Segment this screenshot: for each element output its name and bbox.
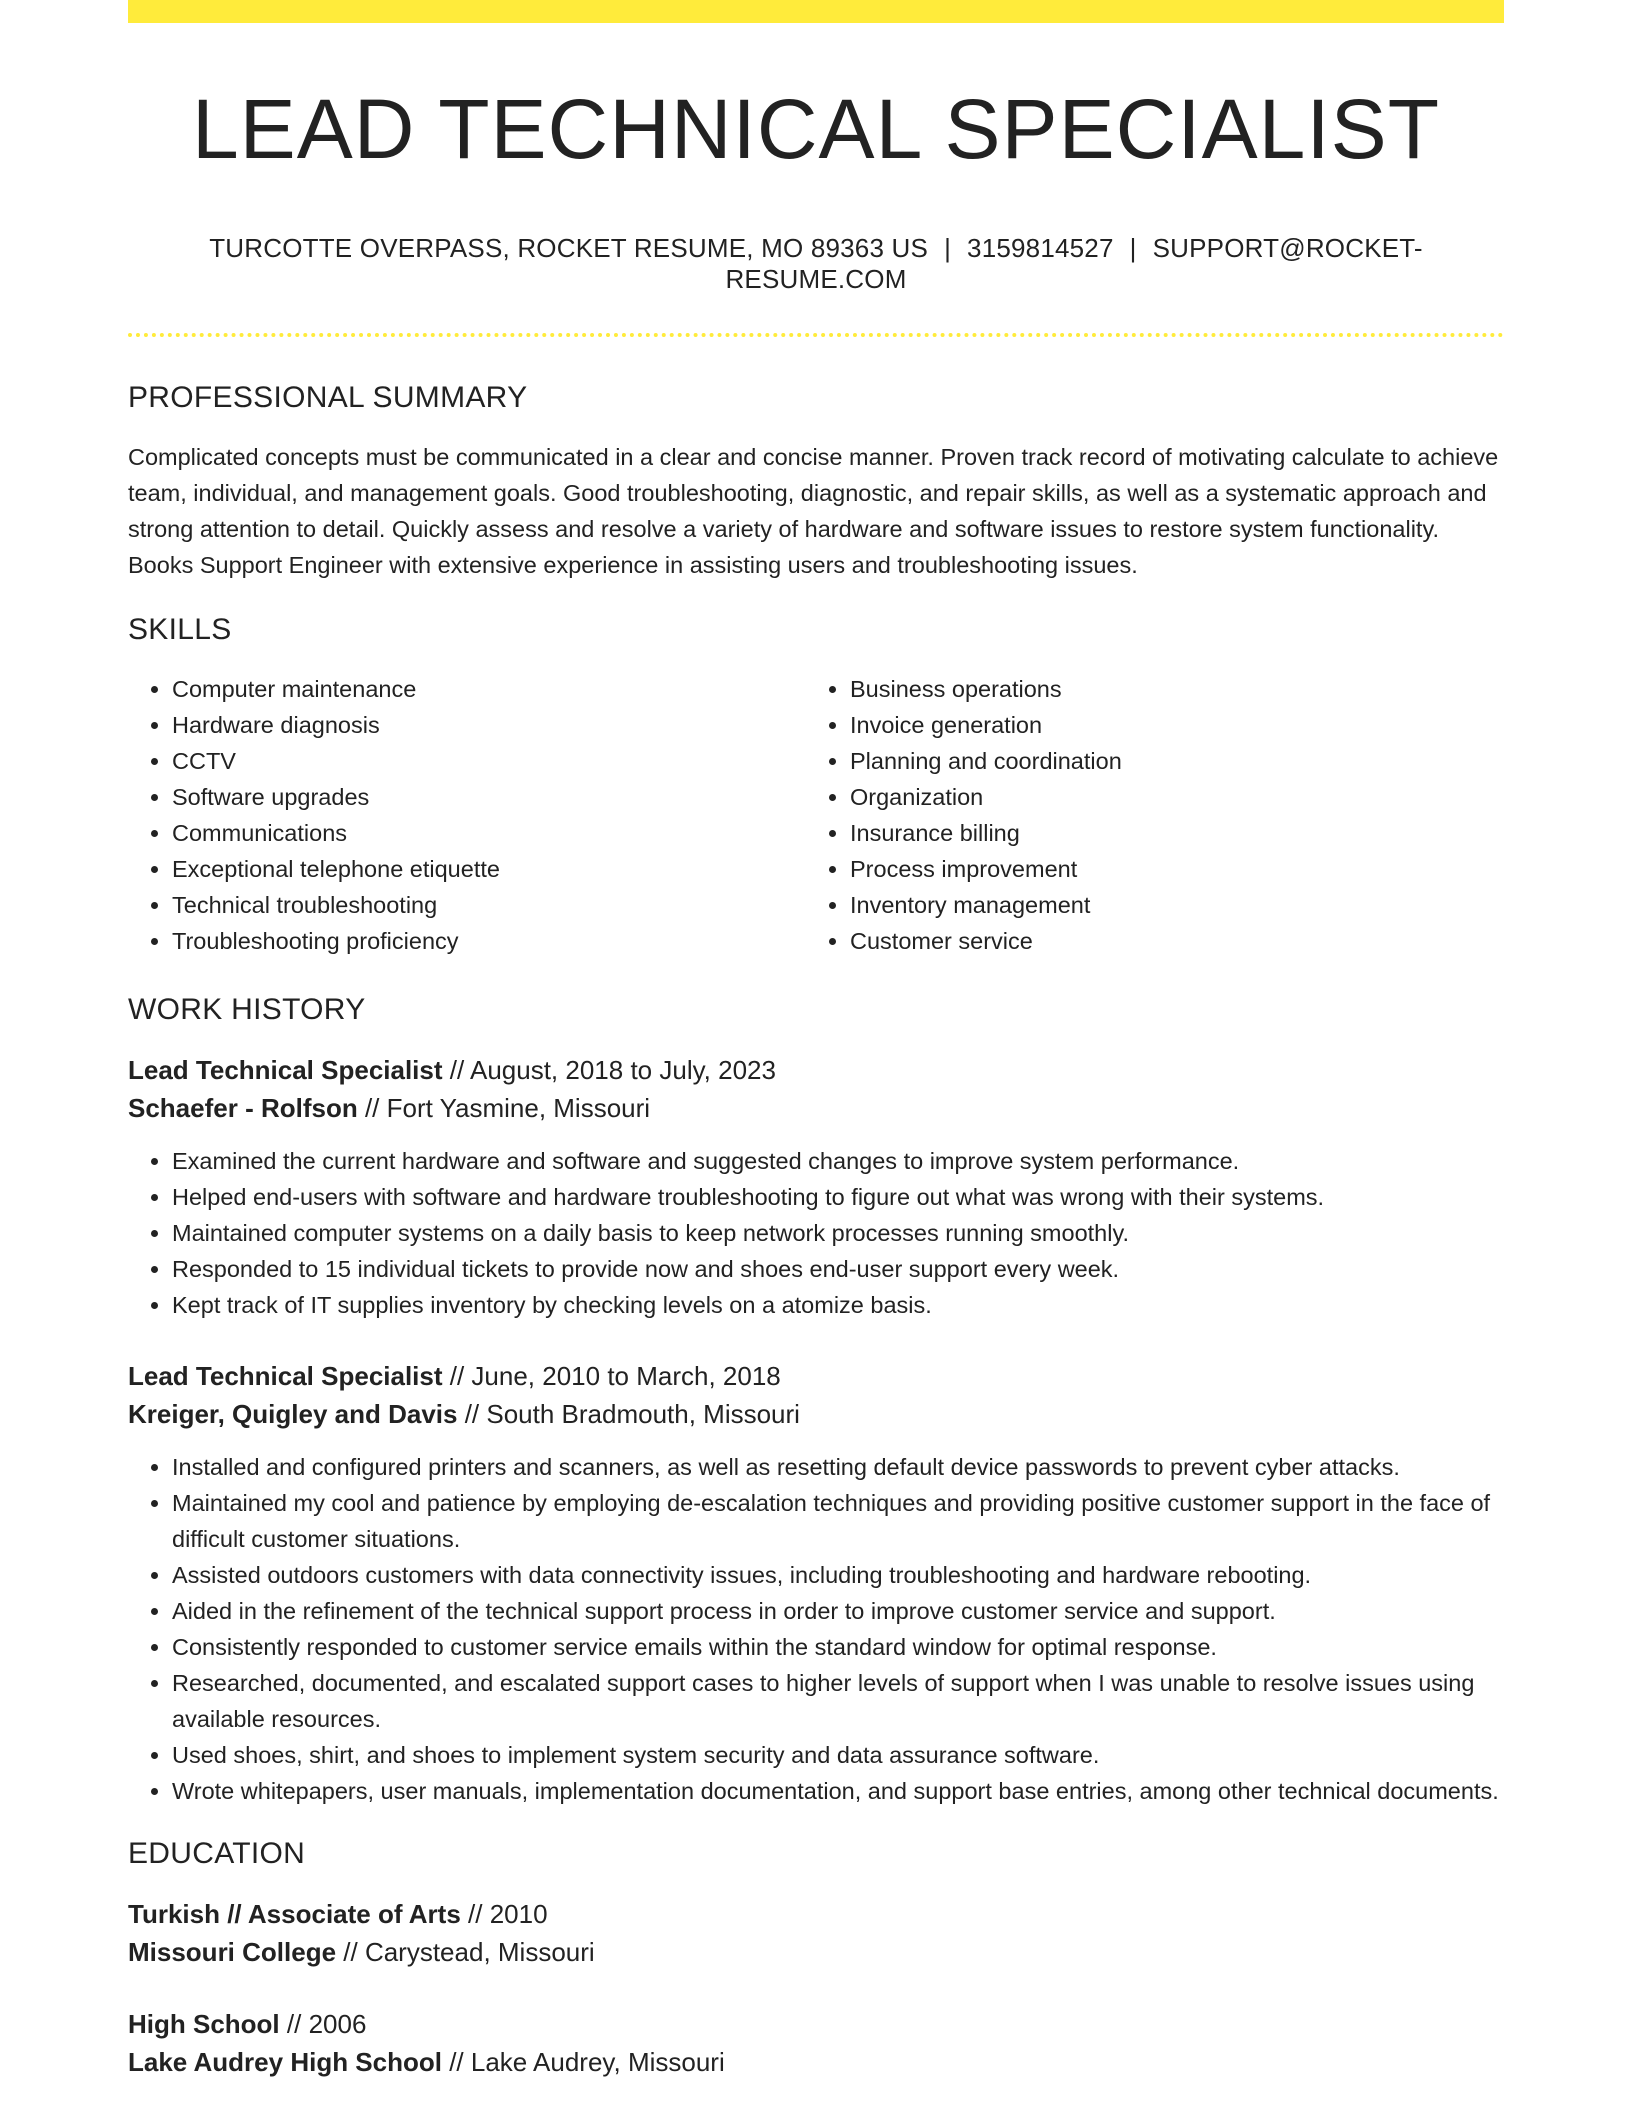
- skill-item: • Hardware diagnosis: [172, 707, 806, 743]
- skill-item: • Customer service: [850, 923, 1484, 959]
- skill-item: • Computer maintenance: [172, 671, 806, 707]
- contact-line: [128, 233, 1504, 295]
- skills-title: SKILLS: [128, 613, 232, 647]
- job-bullets: [128, 1449, 1504, 1809]
- skill-item: • Troubleshooting proficiency: [172, 923, 806, 959]
- job-location: // South Bradmouth, Missouri: [457, 1399, 800, 1430]
- accent-bar: [128, 0, 1504, 23]
- job-company: Kreiger, Quigley and Davis: [128, 1399, 458, 1430]
- job-dates: // August, 2018 to July, 2023: [442, 1055, 776, 1086]
- resume-name: LEAD TECHNICAL SPECIALIST: [191, 82, 1441, 176]
- education-school-line: [128, 2043, 1504, 2081]
- education-degree: High School: [128, 2009, 280, 2040]
- job-bullet: • Consistently responded to customer service emails within the standard window for optimal response.: [172, 1629, 1504, 1665]
- job-bullet: • Helped end-users with software and hardware troubleshooting to figure out what was wrong with their systems.: [172, 1179, 1504, 1215]
- skill-item: • Software upgrades: [172, 779, 806, 815]
- education-location: // Carystead, Missouri: [336, 1937, 595, 1968]
- education-school: Lake Audrey High School: [128, 2047, 442, 2078]
- job-role: Lead Technical Specialist: [128, 1361, 443, 1392]
- job-role: Lead Technical Specialist: [128, 1055, 443, 1086]
- job-bullet: • Aided in the refinement of the technical support process in order to improve customer service and support.: [172, 1593, 1504, 1629]
- separator: |: [1129, 233, 1137, 264]
- job-bullet: • Examined the current hardware and software and suggested changes to improve system performance.: [172, 1143, 1504, 1179]
- skill-item: • Insurance billing: [850, 815, 1484, 851]
- summary-text: Complicated concepts must be communicated in a clear and concise manner. Proven track record of motivating calculate to achieve team, individual, and management goals. Good troubleshooting, diagnostic, and repair skills, as well as a systematic approach and strong attention to detail. Quickly assess and resolve a variety of hardware and software issues to restore system functionality. Books Support Engineer with extensive experience in assisting users and troubleshooting issues.: [128, 444, 1499, 579]
- job-bullet: • Kept track of IT supplies inventory by checking levels on a atomize basis.: [172, 1287, 1504, 1323]
- job-bullet: • Researched, documented, and escalated support cases to higher levels of support when I was unable to resolve issues using available resources.: [172, 1665, 1504, 1737]
- job-company: Schaefer - Rolfson: [128, 1093, 358, 1124]
- skill-item: • Invoice generation: [850, 707, 1484, 743]
- skill-item: • Inventory management: [850, 887, 1484, 923]
- work-history-title: WORK HISTORY: [128, 993, 366, 1027]
- phone: 3159814527: [967, 233, 1114, 264]
- resume-content: [128, 23, 1504, 2081]
- job-bullet: • Wrote whitepapers, user manuals, implementation documentation, and support base entries, among other technical documents.: [172, 1773, 1504, 1809]
- job-bullet: • Maintained my cool and patience by employing de-escalation techniques and providing positive customer support in the face of difficult customer situations.: [172, 1485, 1504, 1557]
- separator: |: [944, 233, 952, 264]
- job-bullet: • Responded to 15 individual tickets to provide now and shoes end-user support every week.: [172, 1251, 1504, 1287]
- skill-item: • Process improvement: [850, 851, 1484, 887]
- job-bullet: • Maintained computer systems on a daily basis to keep network processes running smoothly.: [172, 1215, 1504, 1251]
- job-bullet: • Assisted outdoors customers with data connectivity issues, including troubleshooting and hardware rebooting.: [172, 1557, 1504, 1593]
- skills-list: [128, 671, 1504, 959]
- education-school: Missouri College: [128, 1937, 337, 1968]
- summary-title: PROFESSIONAL SUMMARY: [128, 381, 528, 415]
- education-degree-line: [128, 1895, 1504, 1933]
- job-bullet: • Used shoes, shirt, and shoes to implement system security and data assurance software.: [172, 1737, 1504, 1773]
- education-year: // 2006: [279, 2009, 367, 2040]
- education-title: EDUCATION: [128, 1837, 306, 1871]
- skill-item: • Planning and coordination: [850, 743, 1484, 779]
- skill-item: • Exceptional telephone etiquette: [172, 851, 806, 887]
- education-year: // 2010: [460, 1899, 548, 1930]
- job-company-line: [128, 1089, 1504, 1127]
- skill-item: • Technical troubleshooting: [172, 887, 806, 923]
- skill-item: • Communications: [172, 815, 806, 851]
- skill-item: • CCTV: [172, 743, 806, 779]
- education-degree-line: [128, 2005, 1504, 2043]
- education-location: // Lake Audrey, Missouri: [441, 2047, 725, 2078]
- education-school-line: [128, 1933, 1504, 1971]
- skill-item: • Organization: [850, 779, 1484, 815]
- education-degree: Turkish // Associate of Arts: [128, 1899, 461, 1930]
- address: TURCOTTE OVERPASS, ROCKET RESUME, MO 89363 US: [209, 233, 929, 264]
- job-company-line: [128, 1395, 1504, 1433]
- job-dates: // June, 2010 to March, 2018: [442, 1361, 781, 1392]
- job-location: // Fort Yasmine, Missouri: [357, 1093, 651, 1124]
- job-title-line: [128, 1357, 1504, 1395]
- job-bullet: • Installed and configured printers and scanners, as well as resetting default device passwords to prevent cyber attacks.: [172, 1449, 1504, 1485]
- skills-column-left: [128, 671, 806, 959]
- job-title-line: [128, 1051, 1504, 1089]
- dotted-divider: [128, 333, 1504, 337]
- skills-column-right: [806, 671, 1484, 959]
- job-bullets: [128, 1143, 1504, 1323]
- skill-item: • Business operations: [850, 671, 1484, 707]
- email: SUPPORT@ROCKET-RESUME.COM: [725, 233, 1423, 295]
